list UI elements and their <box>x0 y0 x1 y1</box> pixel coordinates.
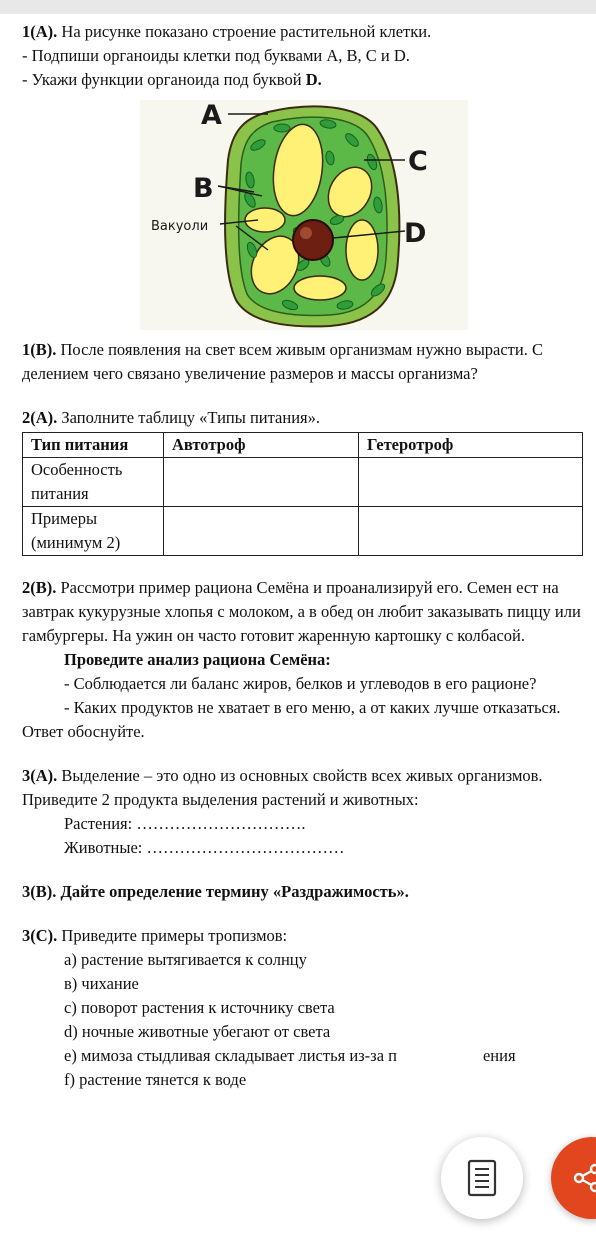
table-cell-autotroph <box>164 507 359 556</box>
list-item <box>22 1044 582 1068</box>
label-c: C <box>408 146 428 177</box>
table-header: Тип питания <box>23 433 164 458</box>
plant-cell-illustration <box>0 100 596 330</box>
vacuole-5 <box>346 220 378 280</box>
q2b-label: 2(В). <box>22 578 57 597</box>
label-b: B <box>193 173 214 204</box>
table-row <box>23 458 583 507</box>
q1b <box>22 338 582 386</box>
document-icon <box>467 1159 497 1197</box>
q2a <box>22 406 582 430</box>
plant-cell-figure <box>0 100 596 330</box>
list-item-e-tail: ения <box>482 1046 516 1065</box>
table-header-row <box>23 433 583 458</box>
q3a-line2: Приведите 2 продукта выделения растений и животных: <box>22 790 419 809</box>
nucleus-highlight <box>300 227 312 239</box>
q1a-line3 <box>22 68 582 92</box>
list-item: в) чихание <box>64 974 139 993</box>
vacuole-6 <box>294 276 346 300</box>
list-item: f) растение тянется к воде <box>64 1070 247 1089</box>
worksheet <box>22 20 582 1092</box>
q3a-animals: Животные: ……………………………… <box>64 838 345 857</box>
q2b-item2-text: - Каких продуктов не хватает в его меню, а от каких лучше отказаться. Ответ обоснуйте. <box>22 698 561 741</box>
list-item: c) поворот растения к источнику света <box>64 998 335 1017</box>
q1a-label: 1(А). <box>22 22 58 41</box>
share-icon <box>573 1163 596 1193</box>
q1a-text: На рисунке показано строение растительной клетки. <box>57 22 432 41</box>
q3a-text: Выделение – это одно из основных свойств всех живых организмов. <box>57 766 543 785</box>
label-vacuoles: Вакуоли <box>151 219 209 234</box>
list-item: a) растение вытягивается к солнцу <box>64 950 307 969</box>
list-item: d) ночные животные убегают от света <box>64 1022 331 1041</box>
nutrition-types-table <box>22 432 583 556</box>
top-status-strip <box>0 0 596 14</box>
q1a-line1 <box>22 20 582 44</box>
q2b-analysis-title-text: Проведите анализ рациона Семёна: <box>64 650 331 669</box>
vacuole-3 <box>245 208 285 232</box>
q1b-text: После появления на свет всем живым организмам нужно вырасти. С делением чего связано увеличение размеров и массы организма? <box>22 340 543 383</box>
table-cell-heterotroph <box>359 507 583 556</box>
q2b-item1-text: - Соблюдается ли баланс жиров, белков и углеводов в его рационе? <box>64 674 537 693</box>
row-label: Особенность питания <box>23 458 164 507</box>
q2b-item2 <box>22 696 582 744</box>
q3c <box>22 924 582 948</box>
q2b-item1 <box>22 672 582 696</box>
table-row <box>23 507 583 556</box>
q3c-text: Приведите примеры тропизмов: <box>57 926 288 945</box>
label-a: A <box>201 100 222 131</box>
nucleus <box>293 220 333 260</box>
share-button[interactable] <box>551 1137 596 1219</box>
document-view-button[interactable] <box>441 1137 523 1219</box>
q3a <box>22 764 582 788</box>
q1a-line3-text: - Укажи функции органоида под буквой <box>22 70 306 89</box>
list-item-e-text: e) мимоза стыдливая складывает листья из-за п <box>64 1046 397 1065</box>
q2b-analysis-title <box>22 648 582 672</box>
label-d: D <box>404 218 427 249</box>
table-cell-heterotroph <box>359 458 583 507</box>
q3a-plants: Растения: …………………………. <box>64 814 306 833</box>
q2b-text: Рассмотри пример рациона Семёна и проанализируй его. Семен ест на завтрак кукурузные хлопья с молоком, а в обед он любит заказывать пиццу или гамбургеры. На ужин он часто готовит жаренную картошку с колбасой. <box>22 578 581 645</box>
q1a-line2: - Подпиши органоиды клетки под буквами A, B, C и D. <box>22 46 410 65</box>
table-cell-autotroph <box>164 458 359 507</box>
q3a-label: 3(А). <box>22 766 58 785</box>
q2a-text: Заполните таблицу «Типы питания». <box>57 408 320 427</box>
q2b <box>22 576 582 648</box>
q3b <box>22 880 582 904</box>
q3b-text: 3(В). Дайте определение термину «Раздражимость». <box>22 882 409 901</box>
table-header: Гетеротроф <box>359 433 583 458</box>
q2a-label: 2(А). <box>22 408 58 427</box>
q1a-line3-bold: D. <box>305 70 322 89</box>
q1b-label: 1(В). <box>22 340 57 359</box>
q3c-label: 3(С). <box>22 926 58 945</box>
row-label: Примеры (минимум 2) <box>23 507 164 556</box>
table-header: Автотроф <box>164 433 359 458</box>
